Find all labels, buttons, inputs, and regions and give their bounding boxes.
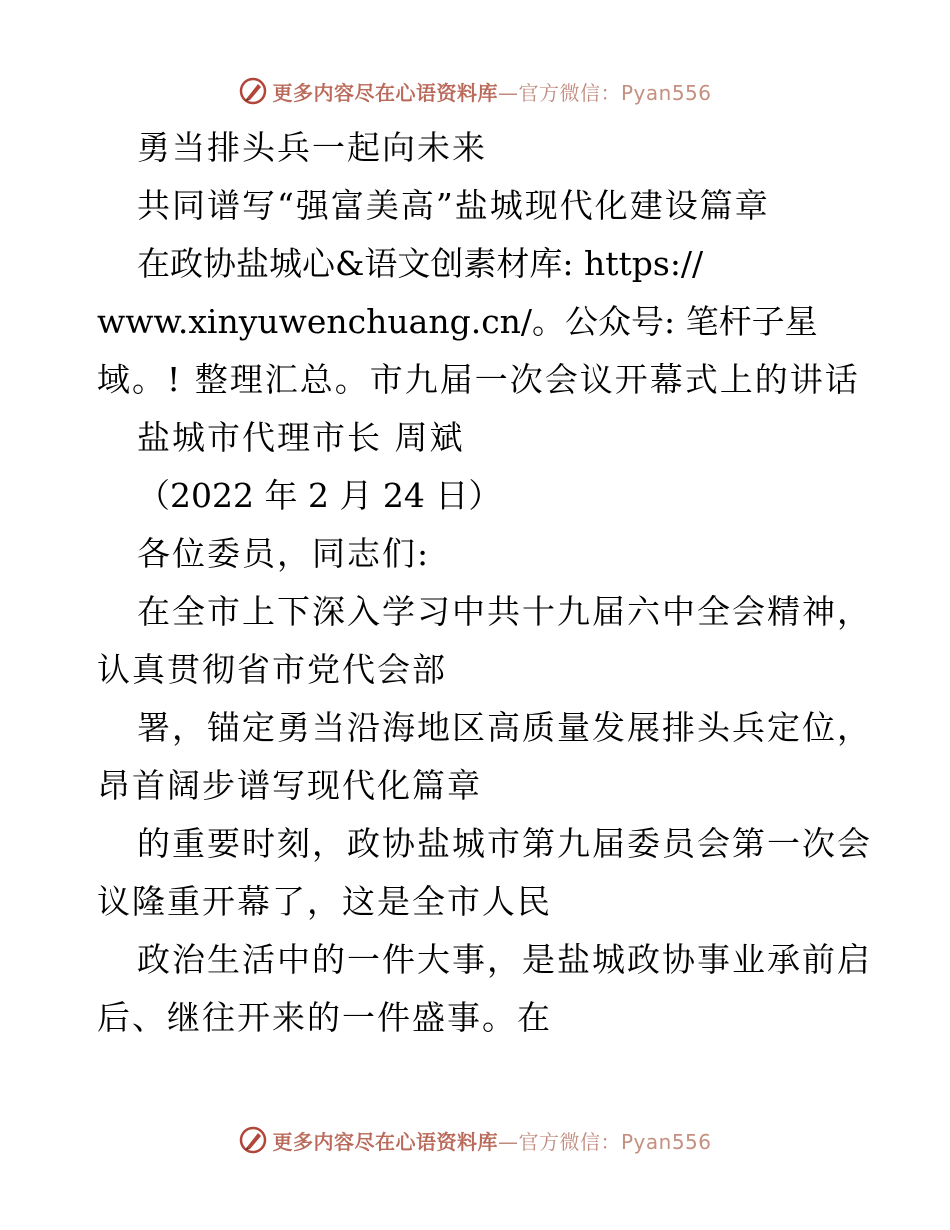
watermark-wechat-id: Pyan556 [620,80,712,105]
doc-line: 署，锚定勇当沿海地区高质量发展排头兵定位， [137,708,872,747]
doc-line: 在全市上下深入学习中共十九届六中全会精神， [137,592,872,631]
doc-line: 认真贯彻省市党代会部 [97,650,447,689]
watermark-dash: — [497,80,519,105]
doc-subtitle-line: 共同谱写“强富美高”盐城现代化建设篇章 [137,186,770,225]
watermark-prefix: 更多内容尽在心语资料库 [272,1129,498,1154]
doc-line: 后、继往开来的一件盛事。在 [97,998,552,1037]
watermark-text [272,1126,711,1155]
watermark-suffix: 官方微信： [518,1129,621,1154]
watermark-prefix: 更多内容尽在心语资料库 [272,80,498,105]
doc-line: 议隆重开幕了，这是全市人民 [97,882,552,921]
doc-line: 昂首阔步谱写现代化篇章 [97,766,482,805]
pen-logo-icon [238,76,268,106]
doc-salutation-line: 各位委员，同志们: [137,534,431,573]
doc-line: 的重要时刻，政协盐城市第九届委员会第一次会 [137,824,872,863]
watermark-suffix: 官方微信： [518,80,621,105]
pen-logo-icon [238,1125,268,1155]
doc-date-line: （2022 年 2 月 24 日） [137,476,502,515]
doc-line: 政治生活中的一件大事，是盐城政协事业承前启 [137,940,872,979]
footer-watermark [0,1123,950,1157]
watermark-wechat-id: Pyan556 [620,1129,712,1154]
doc-line: 在政协盐城心&语文创素材库: https:// [137,244,704,283]
doc-line: www.xinyuwenchuang.cn/。公众号: 笔杆子星 [97,302,818,341]
doc-speaker-line: 盐城市代理市长 周斌 [137,418,465,457]
watermark-dash: — [497,1129,519,1154]
doc-title-line: 勇当排头兵一起向未来 [137,128,487,167]
watermark-text [272,77,711,106]
doc-line: 域。! 整理汇总。市九届一次会议开幕式上的讲话 [97,360,860,399]
header-watermark [0,74,950,108]
